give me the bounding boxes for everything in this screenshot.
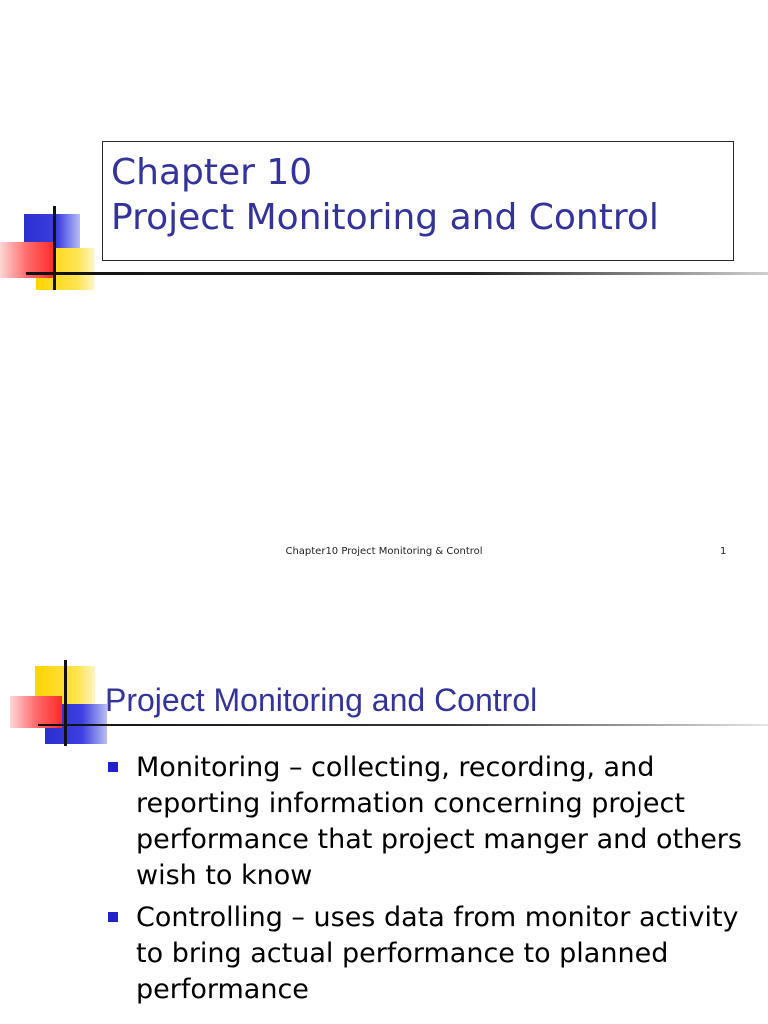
deco-vertical-line: [64, 660, 67, 746]
slide-title: Project Monitoring and Control: [105, 682, 538, 718]
bullet-list: [100, 750, 760, 1014]
deco-horizontal-rule: [38, 724, 768, 726]
chapter-subtitle: Project Monitoring and Control: [111, 197, 659, 238]
bullet-text: Controlling – uses data from monitor activity to bring actual performance to planned performance: [136, 902, 739, 1005]
deco-horizontal-rule: [26, 272, 768, 275]
square-bullet-icon: [108, 762, 118, 772]
bullet-item: [100, 750, 760, 894]
title-box: [102, 141, 734, 261]
bullet-text: Monitoring – collecting, recording, and reporting information concerning project performance that project manger and others wish to know: [136, 752, 742, 891]
chapter-title: Chapter 10: [111, 152, 313, 193]
bullet-item: [100, 900, 760, 1008]
slide-2: [0, 600, 768, 1024]
slide-footer: Chapter10 Project Monitoring & Control: [285, 546, 483, 557]
square-bullet-icon: [108, 912, 118, 922]
deco-vertical-line: [53, 206, 56, 290]
page-number: 1: [720, 546, 727, 557]
